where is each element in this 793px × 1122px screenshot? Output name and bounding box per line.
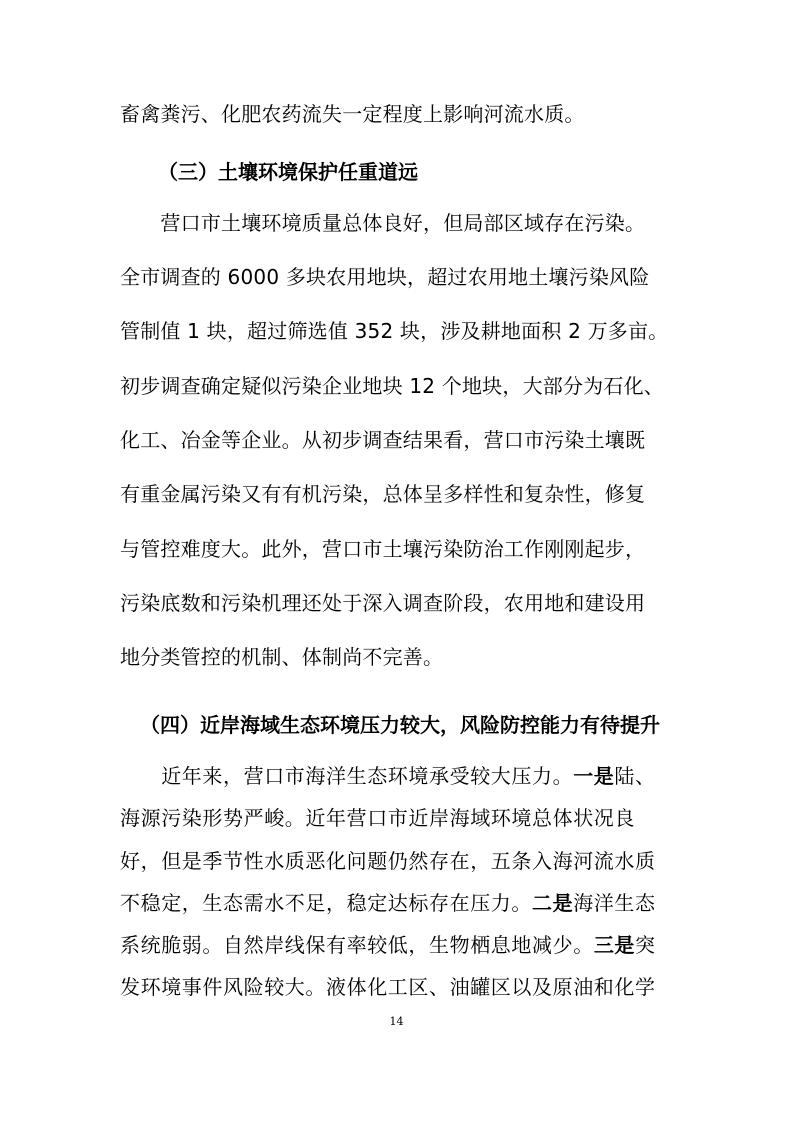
body-line: 畜禽粪污、化肥农药流失一定程度上影响河流水质。 [120,102,585,126]
body-line: 与管控难度大。此外，营口市土壤污染防治工作刚刚起步， [120,537,646,561]
section-heading: （三）土壤环境保护任重道远 [158,160,418,184]
body-text: 突 [635,933,656,957]
body-text: 不稳定，生态需水不足，稳定达标存在压力。 [120,891,532,915]
body-line [120,889,680,917]
body-line: 营口市土壤环境质量总体良好，但局部区域存在污染。 [120,211,646,235]
body-line: 管制值 1 块，超过筛选值 352 块，涉及耕地面积 2 万多亩。 [120,319,669,343]
section-heading: （四）近岸海域生态环境压力较大，风险防控能力有待提升 [140,713,660,737]
body-line: 有重金属污染又有有机污染，总体呈多样性和复杂性，修复 [120,482,646,506]
body-line: 初步调查确定疑似污染企业地块 12 个地块，大部分为石化、 [120,374,664,398]
emphasis-text: 三是 [593,933,636,957]
body-line: 全市调查的 6000 多块农用地块，超过农用地土壤污染风险 [120,265,650,289]
emphasis-text: 二是 [532,891,574,915]
body-text: 近年来，营口市海洋生态环境承受较大压力。 [120,764,574,788]
body-line [120,762,680,790]
body-line: 污染底数和污染机理还处于深入调查阶段，农用地和建设用 [120,591,646,615]
body-line: 化工、冶金等企业。从初步调查结果看，营口市污染土壤既 [120,428,646,452]
body-text: 陆、 [614,764,656,788]
body-line: 海源污染形势严峻。近年营口市近岸海域环境总体状况良 [120,806,635,830]
body-text: 海洋生态 [573,891,656,915]
body-line: 好，但是季节性水质恶化问题仍然存在，五条入海河流水质 [120,849,656,873]
body-text: 系统脆弱。自然岸线保有率较低，生物栖息地减少。 [120,933,594,957]
body-line [120,931,680,959]
page-number: 14 [389,1015,404,1028]
body-line: 发环境事件风险较大。液体化工区、油罐区以及原油和化学 [120,975,656,999]
body-line: 地分类管控的机制、体制尚不完善。 [120,645,444,669]
emphasis-text: 一是 [573,764,615,788]
